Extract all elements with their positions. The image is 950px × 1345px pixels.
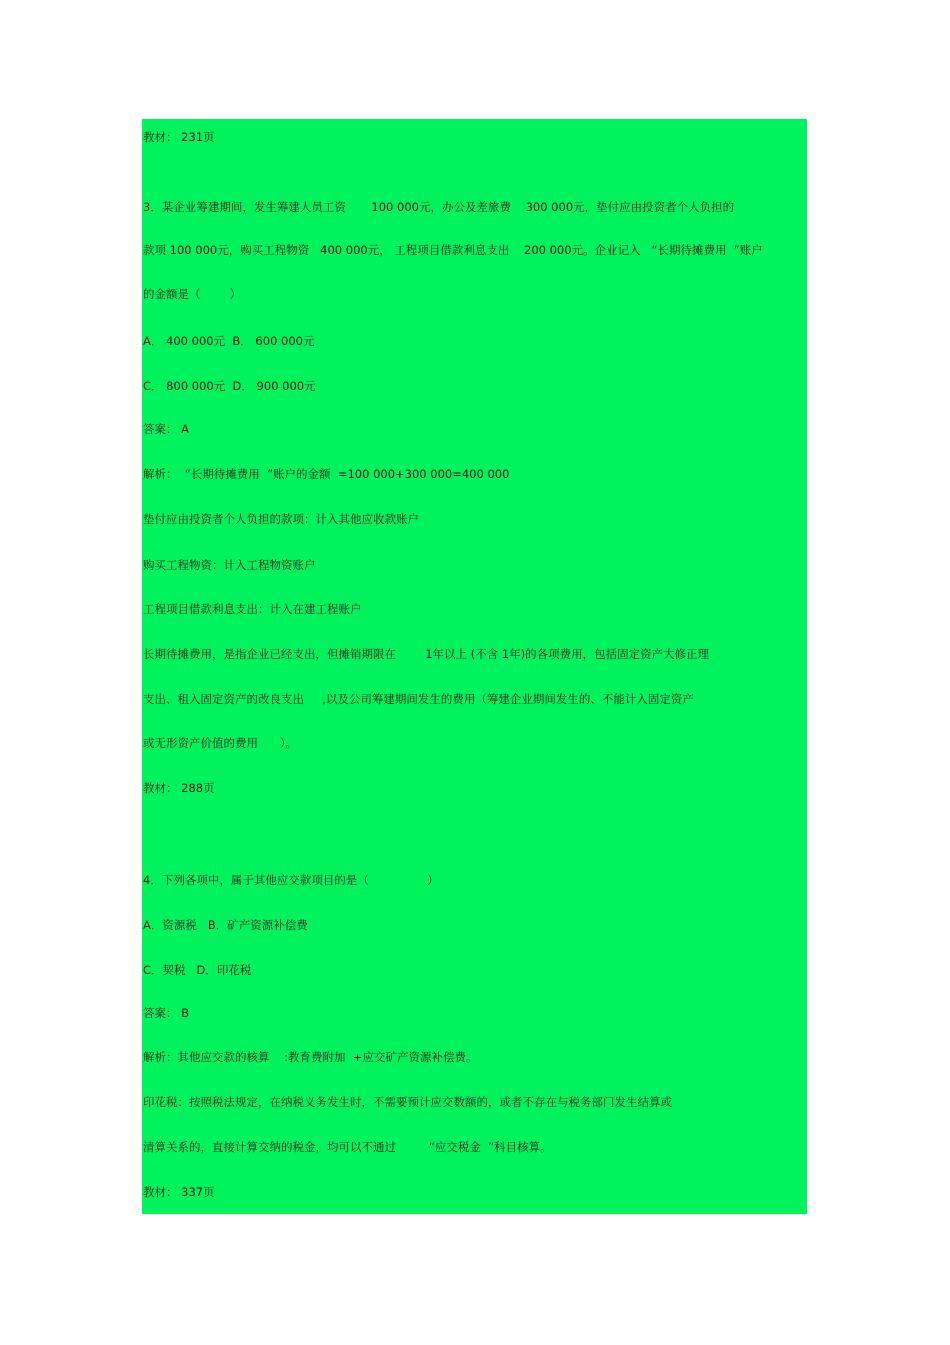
textbook-page-ref-288: 教材： 288页 <box>143 781 215 795</box>
question-4-analysis: 解析：其他应交款的核算 :教育费附加 +应交矿产资源补偿费。 <box>143 1050 478 1064</box>
question-3-options-cd: C． 800 000元 D． 900 000元 <box>143 379 316 393</box>
textbook-page-ref-337: 教材： 337页 <box>143 1185 215 1199</box>
stamp-tax-line-2: 清算关系的，直接计算交纳的税金，均可以不通过 “应交税金 ”科目核算。 <box>143 1140 552 1154</box>
question-4-answer: 答案： B <box>143 1006 190 1020</box>
definition-line-2: 支出、租入固定资产的改良支出 ,以及公司筹建期间发生的费用（筹建企业期间发生的、不能计入固定资产 <box>143 692 694 706</box>
question-4-options-ab: A．资源税 B．矿产资源补偿费 <box>143 918 308 932</box>
definition-line-3: 或无形资产价值的费用 ）。 <box>143 736 298 750</box>
question-3-options-ab: A． 400 000元 B． 600 000元 <box>143 334 315 348</box>
textbook-page-ref-231: 教材： 231页 <box>143 130 215 144</box>
question-4-options-cd: C．契税 D．印花税 <box>143 963 252 977</box>
definition-line-1: 长期待摊费用，是指企业已经支出，但摊销期限在 1年以上 (不含 1年)的各项费用，包括固定资产大修正理 <box>143 647 710 661</box>
analysis-line-advance: 垫付应由投资者个人负担的款项：计入其他应收款账户 <box>143 512 419 526</box>
analysis-line-materials: 购买工程物资：计入工程物资账户 <box>143 558 316 572</box>
question-3-stem-line-1: 3．某企业筹建期间，发生筹建人员工资 100 000元，办公及差旅费 300 000元，垫付应由投资者个人负担的 <box>143 200 735 214</box>
question-3-stem-line-2: 款项 100 000元，购买工程物资 400 000元， 工程项目借款利息支出 200 000元。企业记入 “长期待摊费用 ”账户 <box>143 243 763 257</box>
stamp-tax-line-1: 印花税：按照税法规定，在纳税义务发生时，不需要预计应交数额的，或者不存在与税务部门发生结算或 <box>143 1095 672 1109</box>
analysis-line-interest: 工程项目借款利息支出：计入在建工程账户 <box>143 602 362 616</box>
question-3-analysis: 解析： “长期待摊费用 ”账户的金额 =100 000+300 000=400 000 <box>143 467 510 481</box>
question-3-stem-line-3: 的金额是（ ） <box>143 287 242 301</box>
question-3-answer: 答案： A <box>143 422 190 436</box>
question-4-stem: 4．下列各项中，属于其他应交款项目的是（ ） <box>143 873 439 887</box>
